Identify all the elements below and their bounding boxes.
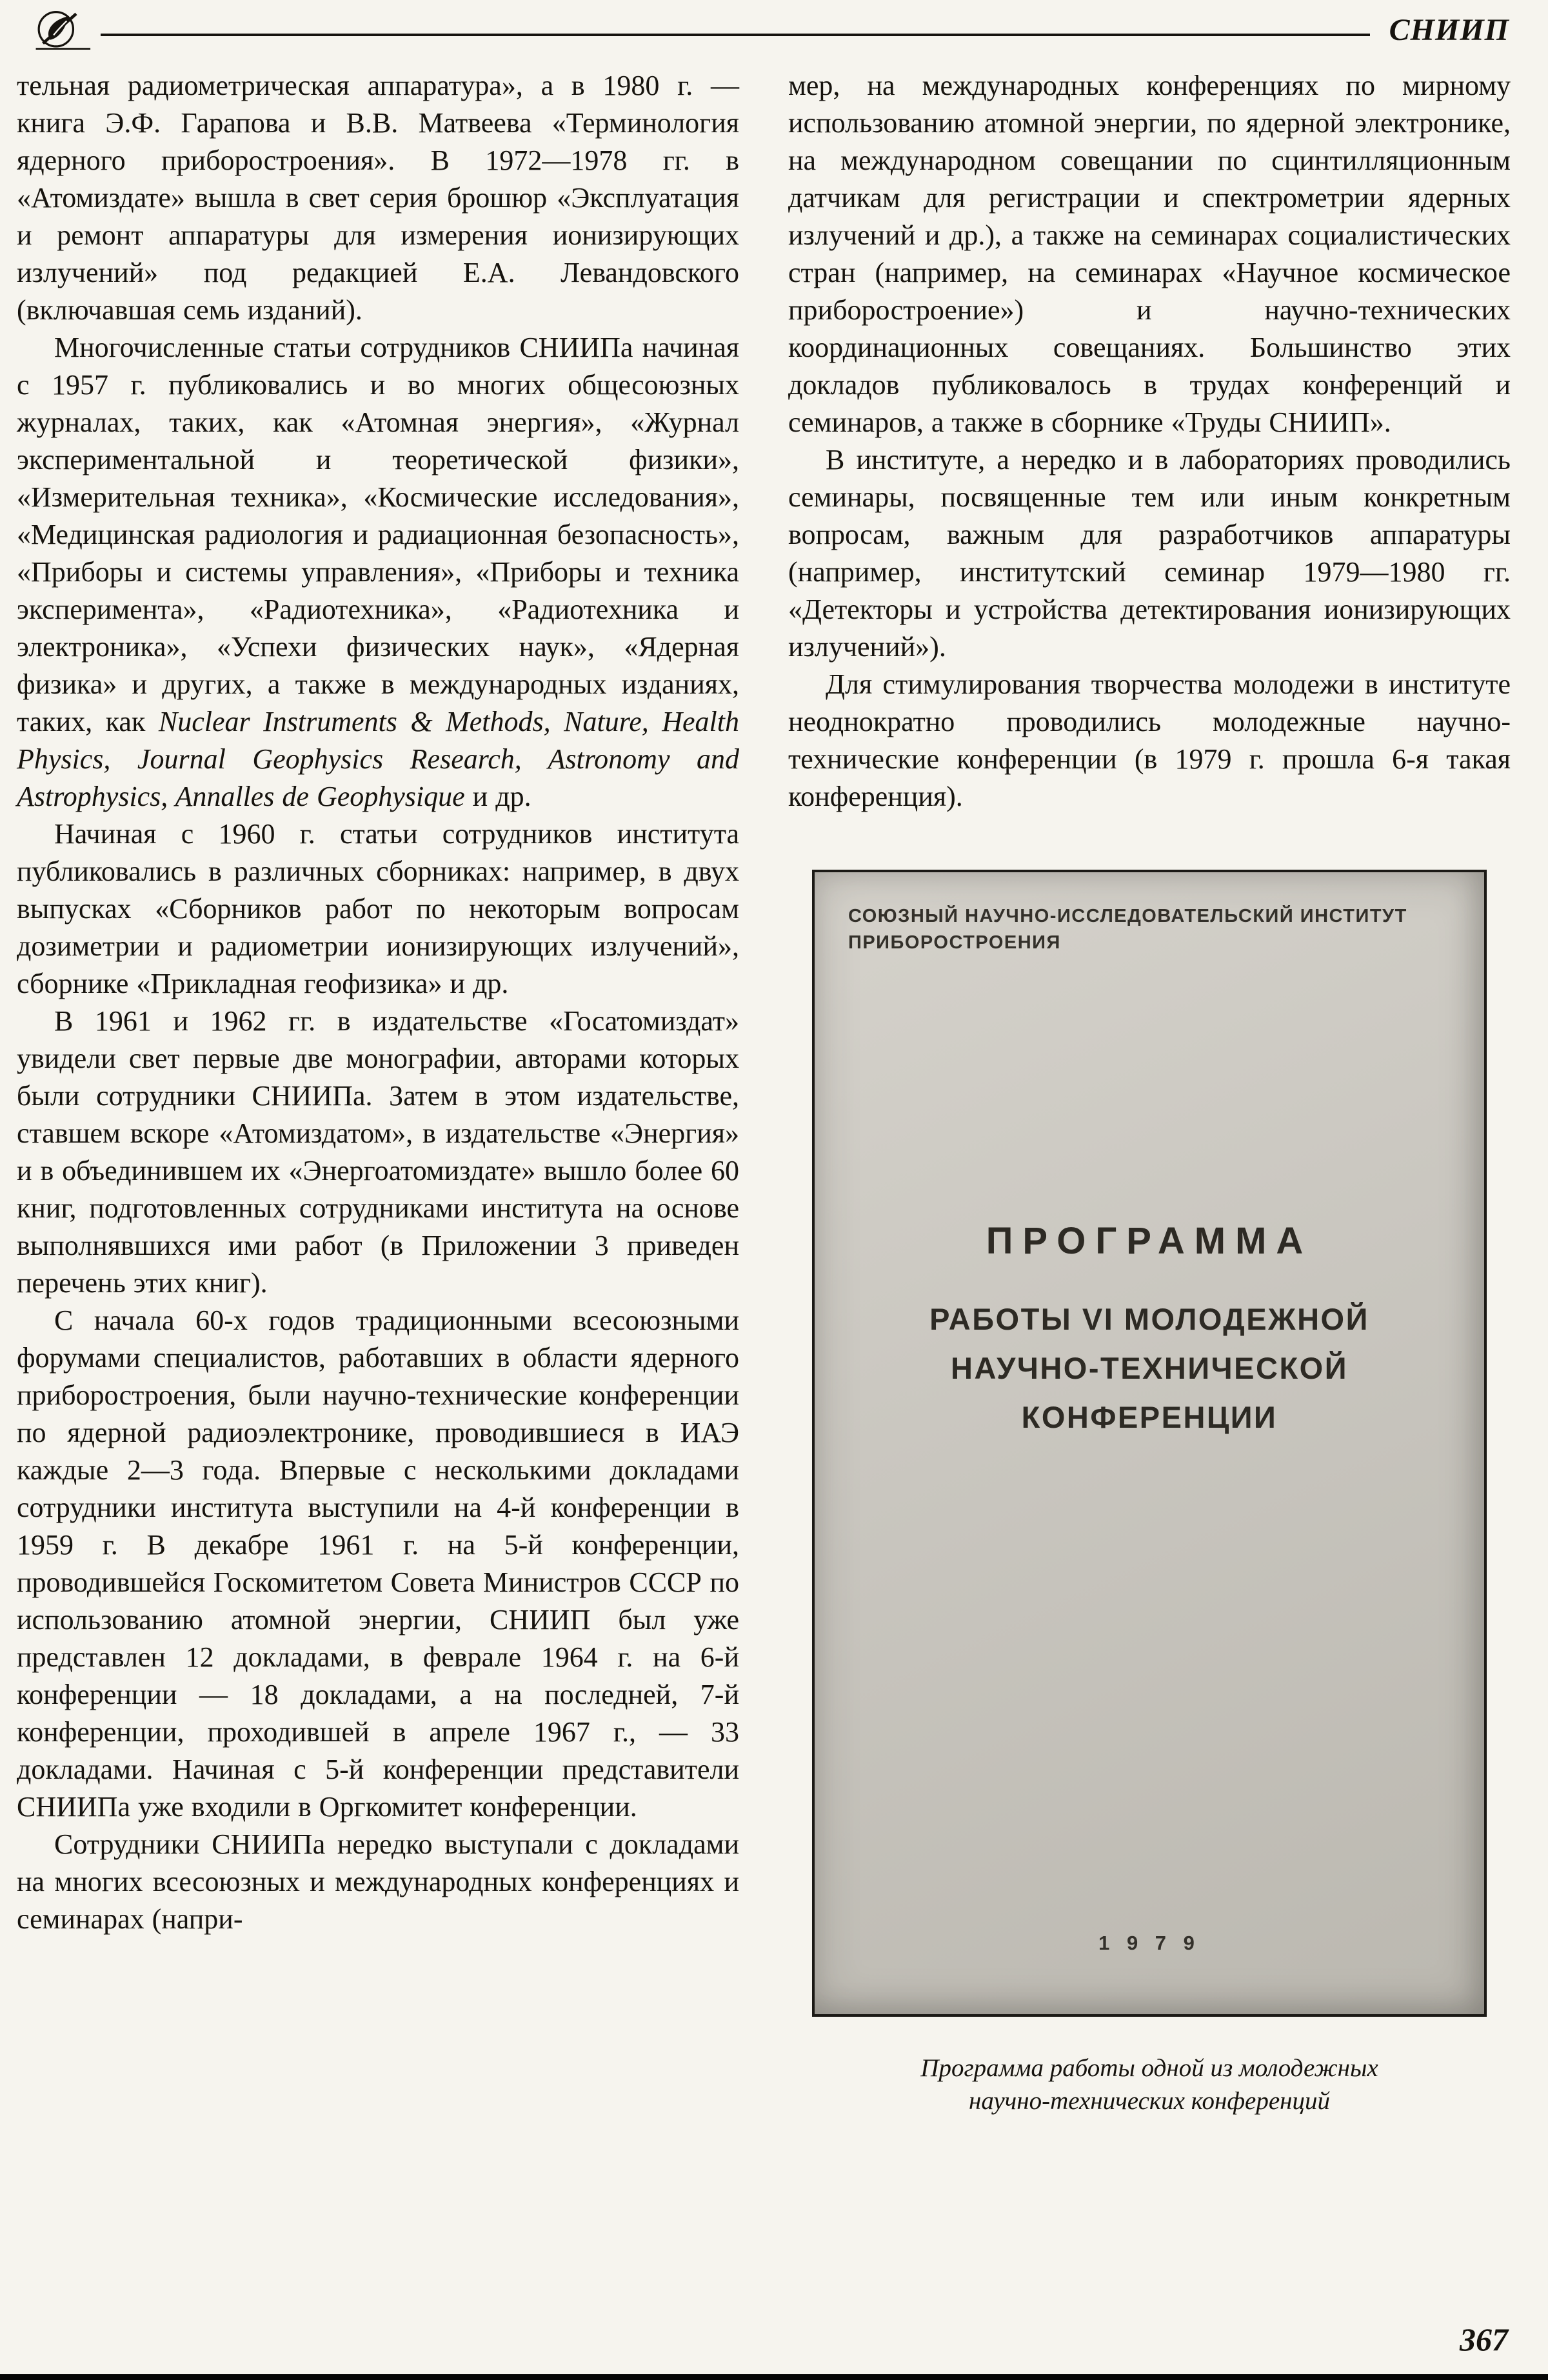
right-column-text bbox=[788, 67, 1511, 815]
paragraph bbox=[17, 1302, 739, 1826]
figure-caption: Программа работы одной из молодежных научно-технических конференций bbox=[920, 2054, 1378, 2115]
page-bottom-edge bbox=[0, 2374, 1548, 2380]
text-run: и др. bbox=[464, 781, 531, 812]
left-column-text bbox=[17, 67, 739, 1938]
text-run: В 1961 и 1962 гг. в издательстве «Госатомиздат» увидели свет первые две монографии, авторами которых были сотрудники СНИИПа. Затем в этом издательстве, ставшем вскоре «Атомиздатом», в издательстве «Энергия» и в объединившем их «Энергоатомиздате» вышло более 60 книг, подготовленных сотрудниками института на основе выполнявшихся ими работ (в Приложении 3 приведен перечень этих книг). bbox=[17, 1005, 739, 1299]
cover-title-sub bbox=[848, 1295, 1451, 1442]
paragraph bbox=[17, 1003, 739, 1302]
paragraph bbox=[788, 67, 1511, 441]
paragraph bbox=[788, 666, 1511, 815]
cover-title-line: КОНФЕРЕНЦИИ bbox=[1021, 1400, 1278, 1434]
page-content bbox=[0, 53, 1548, 2117]
cover-institute-line: ПРИБОРОСТРОЕНИЯ bbox=[848, 932, 1061, 953]
publisher-logo-icon bbox=[32, 9, 92, 53]
text-run: тельная радиометрическая аппаратура», а в 1980 г. — книга Э.Ф. Гарапова и В.В. Матвеева «Терминология ядерного приборостроения». В 1972—1978 гг. в «Атомиздате» вышла в свет серия брошюр «Эксплуатация и ремонт аппаратуры для измерения ионизирующих излучений» под редакцией Е.А. Левандовского (включавшая семь изданий). bbox=[17, 70, 739, 326]
cover-title bbox=[848, 1219, 1451, 1442]
cover-institute-name bbox=[848, 903, 1451, 956]
text-run: С начала 60-х годов традиционными всесоюзными форумами специалистов, работавших в области ядерного приборостроения, были научно-технические конференции по ядерной радиоэлектронике, проводившиеся в ИАЭ каждые 2—3 года. Впервые с несколькими докладами сотрудники института выступили на 4-й конференции в 1959 г. В декабре 1961 г. на 5-й конференции, проводившейся Госкомитетом Совета Министров СССР по использованию атомной энергии, СНИИП был уже представлен 12 докладами, в феврале 1964 г. на 6-й конференции — 18 докладами, а на последней, 7-й конференции, проходившей в апреле 1967 г., — 33 докладами. Начиная с 5-й конференции представители СНИИПа уже входили в Оргкомитет конференции. bbox=[17, 1305, 739, 1823]
paragraph bbox=[17, 1826, 739, 1938]
italic-text-run: Nuclear Instruments & Methods, Nature, Health Physics, Journal Geophysics Research, Astronomy and Astrophysics, Annalles de Geophysique bbox=[17, 706, 739, 812]
text-run: Сотрудники СНИИПа нередко выступали с докладами на многих всесоюзных и международных конференциях и семинарах (напри- bbox=[17, 1828, 739, 1935]
book-cover-figure bbox=[812, 870, 1487, 2117]
left-column bbox=[17, 67, 739, 2117]
page-header bbox=[0, 0, 1548, 53]
cover-institute-line: СОЮЗНЫЙ НАУЧНО-ИССЛЕДОВАТЕЛЬСКИЙ ИНСТИТУТ bbox=[848, 906, 1407, 926]
book-cover-photo bbox=[812, 870, 1487, 2017]
right-column bbox=[788, 67, 1511, 2117]
text-run: Многочисленные статьи сотрудников СНИИПа начиная с 1957 г. публиковались и во многих общесоюзных журналах, таких, как «Атомная энергия», «Журнал экспериментальной и теоретической физики», «Измерительная техника», «Космические исследования», «Медицинская радиология и радиационная безопасность», «Приборы и системы управления», «Приборы и техника эксперимента», «Радиотехника», «Радиотехника и электроника», «Успехи физических наук», «Ядерная физика» и других, а также в международных изданиях, таких, как bbox=[17, 332, 739, 737]
paragraph bbox=[17, 67, 739, 329]
cover-title-line: НАУЧНО-ТЕХНИЧЕСКОЙ bbox=[951, 1351, 1348, 1385]
text-run: мер, на международных конференциях по мирному использованию атомной энергии, по ядерной электронике, на международном совещании по сцинтилляционным датчикам для регистрации и спектрометрии ядерных излучений и др.), а также на семинарах социалистических стран (например, на семинарах «Научное космическое приборостроение») и научно-технических координационных совещаниях. Большинство этих докладов публиковалось в трудах конференций и семинаров, а также в сборнике «Труды СНИИП». bbox=[788, 70, 1511, 438]
cover-year: 1 9 7 9 bbox=[1098, 1932, 1200, 1954]
text-run: В институте, а нередко и в лабораториях проводились семинары, посвященные тем или иным конкретным вопросам, важным для разработчиков аппаратуры (например, институтский семинар 1979—1980 гг. «Детекторы и устройства детектирования ионизирующих излучений»). bbox=[788, 444, 1511, 663]
cover-title-line: РАБОТЫ VI МОЛОДЕЖНОЙ bbox=[929, 1302, 1369, 1336]
page-number: 367 bbox=[1460, 2321, 1508, 2357]
header-rule bbox=[101, 34, 1370, 36]
running-head: СНИИП bbox=[1389, 12, 1509, 47]
paragraph bbox=[788, 441, 1511, 666]
paragraph bbox=[17, 815, 739, 1003]
paragraph bbox=[17, 329, 739, 815]
text-run: Начиная с 1960 г. статьи сотрудников института публиковались в различных сборниках: например, в двух выпусках «Сборников работ по некоторым вопросам дозиметрии и радиометрии ионизирующих излучений», сборнике «Прикладная геофизика» и др. bbox=[17, 818, 739, 999]
cover-title-main: ПРОГРАММА bbox=[986, 1220, 1313, 1262]
text-run: Для стимулирования творчества молодежи в институте неоднократно проводились молодежные научно-технические конференции (в 1979 г. прошла 6-я такая конференция). bbox=[788, 668, 1511, 812]
